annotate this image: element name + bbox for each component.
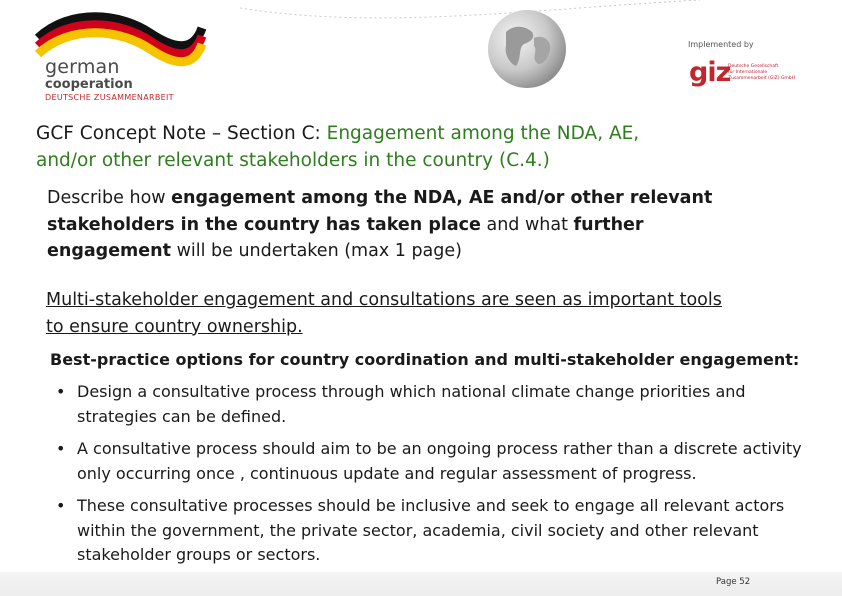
multi-stakeholder-statement: Multi-stakeholder engagement and consultations are seen as important tools to ensure country ownership.	[46, 290, 722, 337]
implemented-by-label: Implemented by	[688, 40, 754, 49]
list-item: • A consultative process should aim to be an ongoing process rather than a discrete activity only occurring once , continuous update and regular assessment of progress.	[56, 439, 802, 483]
best-practice-list	[56, 380, 816, 576]
description: Describe how engagement among the NDA, AE and/or other relevant stakeholders in the country has taken place and what further engagement will be undertaken (max 1 page)	[47, 188, 713, 261]
brand-cooperation: cooperation	[45, 77, 133, 92]
list-item: • Design a consultative process through which national climate change priorities and strategies can be defined.	[56, 382, 746, 426]
brand-deutsche-zusammenarbeit: DEUTSCHE ZUSAMMENARBEIT	[45, 93, 174, 102]
giz-logo: giz	[689, 57, 731, 88]
page-title: GCF Concept Note – Section C: Engagement among the NDA, AE, and/or other relevant stakeholders in the country (C.4.)	[36, 123, 640, 171]
bullet-icon: •	[56, 382, 66, 401]
bullet-icon: •	[56, 439, 66, 458]
list-item: • These consultative processes should be inclusive and seek to engage all relevant actors within the government, the private sector, academia, civil society and other relevant stakeholder groups or sectors.	[56, 496, 785, 564]
globe-icon	[486, 8, 568, 90]
brand-german: german	[45, 56, 120, 78]
page-number: Page 52	[716, 577, 751, 587]
best-practice-heading: Best-practice options for country coordination and multi-stakeholder engagement:	[50, 350, 800, 369]
giz-subtitle: Deutsche Gesellschaft für Internationale Zusammenarbeit (GIZ) GmbH	[728, 64, 796, 81]
bullet-icon: •	[56, 496, 66, 515]
